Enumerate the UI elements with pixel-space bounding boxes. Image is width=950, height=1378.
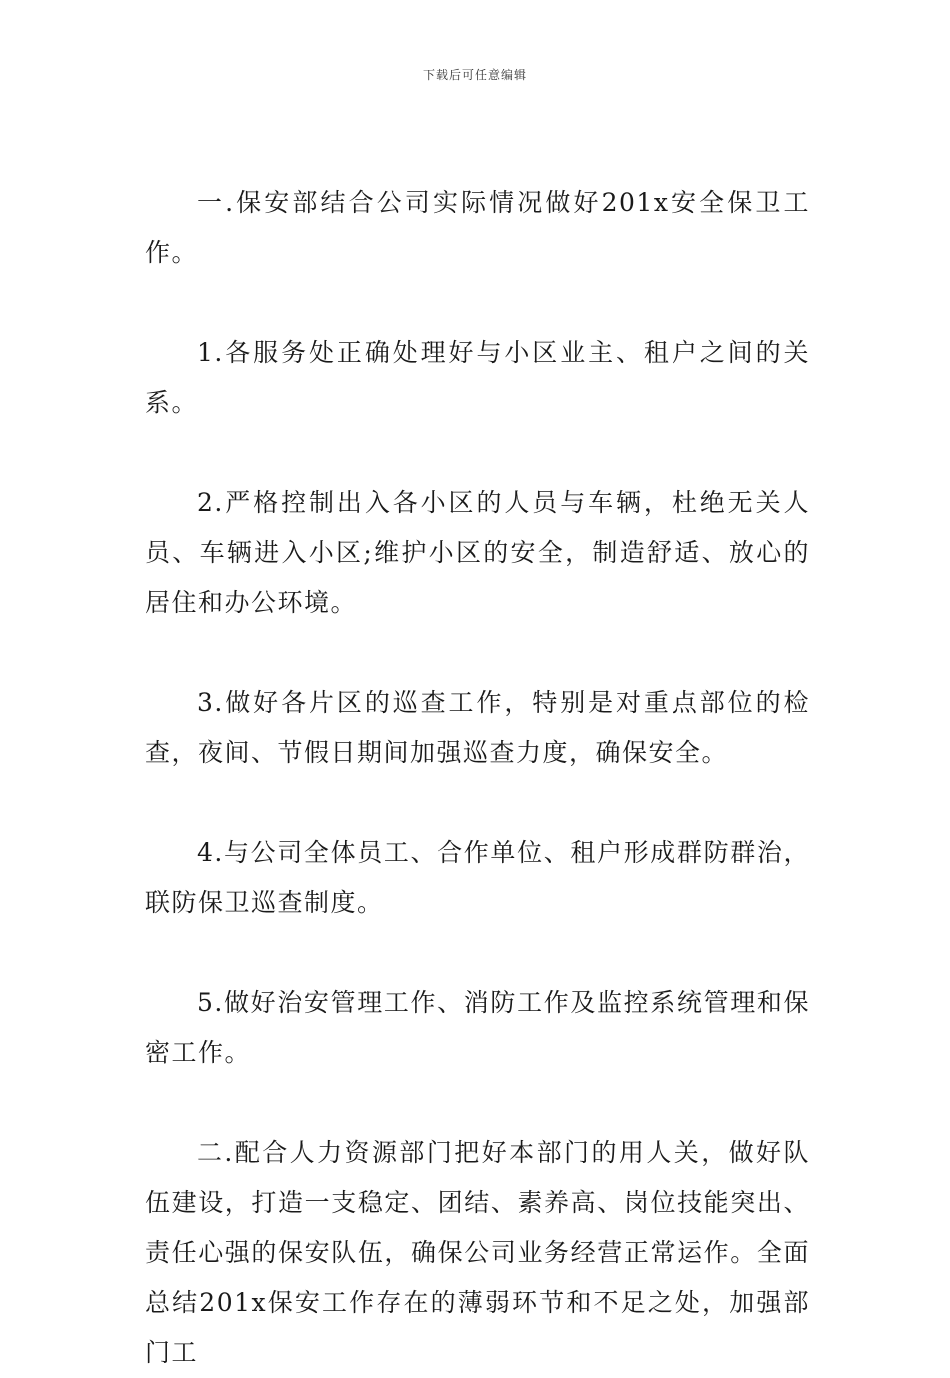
- document-body: [145, 178, 810, 1378]
- paragraph-item-2: 2.严格控制出入各小区的人员与车辆，杜绝无关人员、车辆进入小区;维护小区的安全，制造舒适、放心的居住和办公环境。: [145, 488, 810, 617]
- paragraph-item-4: 4.与公司全体员工、合作单位、租户形成群防群治，联防保卫巡查制度。: [145, 838, 810, 917]
- header-note: 下载后可任意编辑: [422, 68, 527, 82]
- paragraph-item-5: 5.做好治安管理工作、消防工作及监控系统管理和保密工作。: [145, 988, 810, 1067]
- paragraph-item-1: 1.各服务处正确处理好与小区业主、租户之间的关系。: [145, 338, 810, 417]
- paragraph-item-3: 3.做好各片区的巡查工作，特别是对重点部位的检查，夜间、节假日期间加强巡查力度，确保安全。: [145, 688, 810, 767]
- paragraph-section-2: 二.配合人力资源部门把好本部门的用人关，做好队伍建设，打造一支稳定、团结、素养高、岗位技能突出、责任心强的保安队伍，确保公司业务经营正常运作。全面总结201x保安工作存在的薄弱环节和不足之处，加强部门工: [145, 1138, 810, 1367]
- paragraph-section-1: 一.保安部结合公司实际情况做好201x安全保卫工作。: [145, 188, 810, 267]
